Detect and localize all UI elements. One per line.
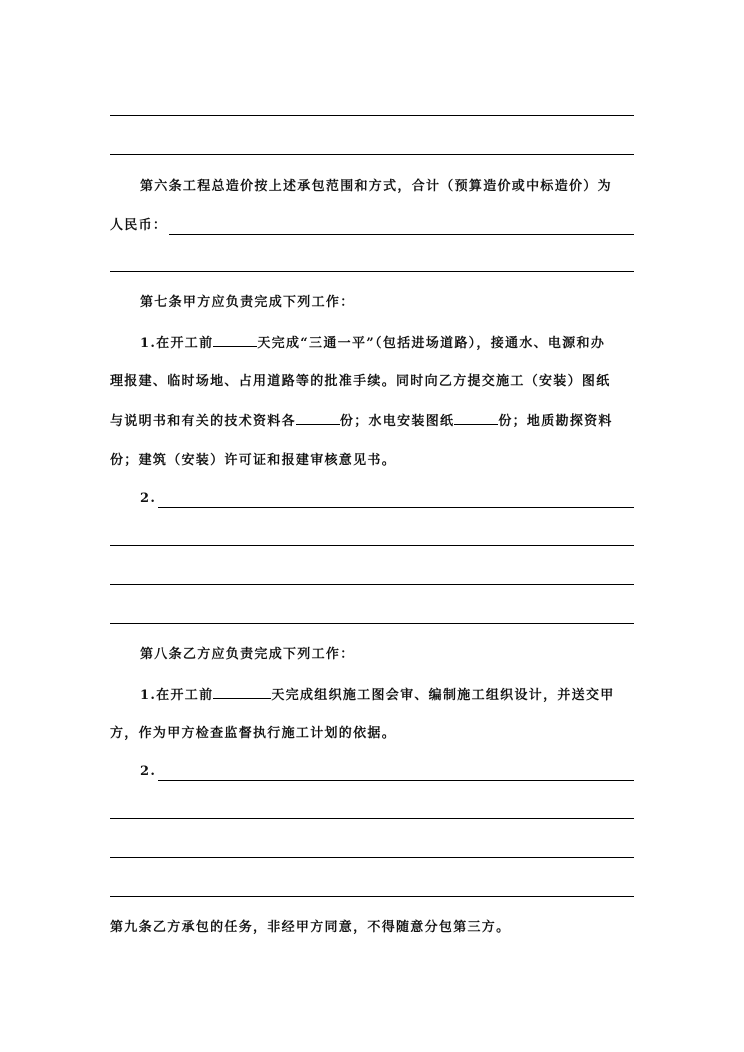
item-text: 份；地质勘探资料 [498,414,613,429]
item-text: 天完成“三通一平”（包括进场道路），接通水、电源和办 [257,336,606,351]
blank-rule [110,623,634,624]
article-8-heading: 第八条乙方应负责完成下列工作： [140,647,355,662]
article-7-heading: 第七条甲方应负责完成下列工作： [140,295,355,310]
blank-rule [110,154,634,155]
article-6-currency-label: 人民币： [110,218,168,233]
item-blank [158,495,634,508]
blank-rule [110,545,634,546]
item-number: 2. [140,491,157,506]
item-blank [158,768,634,781]
days-blank [213,686,271,699]
item-text: 天完成组织施工图会审、编制施工组织设计，并送交甲 [271,688,615,703]
article-7-item-1-line-3 [110,412,634,431]
article-7-item-1-line-2: 理报建、临时场地、占用道路等的批准手续。同时向乙方提交施工（安装）图纸 [110,374,611,389]
copies-blank [296,412,340,425]
article-8-item-2 [140,763,634,781]
blank-rule [110,271,634,272]
article-7-item-1-line-1 [140,334,634,353]
item-number: 2. [140,764,157,779]
article-8-item-1-line-1 [140,686,634,705]
copies-blank [454,412,498,425]
item-text: 1.在开工前 [140,688,214,703]
article-8-item-1-line-2: 方，作为甲方检查监督执行施工计划的依据。 [110,726,397,741]
blank-rule [110,857,634,858]
article-6-line-1: 第六条工程总造价按上述承包范围和方式，合计（预算造价或中标造价）为 [140,179,612,194]
article-7-item-2 [140,490,634,508]
item-text: 份；水电安装图纸 [339,414,455,429]
blank-rule [110,896,634,897]
blank-rule [110,115,634,116]
article-7-item-1-line-4: 份；建筑（安装）许可证和报建审核意见书。 [110,453,397,468]
amount-blank [169,222,634,235]
days-blank [213,334,257,347]
article-9-text: 第九条乙方承包的任务，非经甲方同意，不得随意分包第三方。 [110,920,511,935]
item-text: 1.在开工前 [140,336,214,351]
article-6-line-2 [110,217,634,235]
blank-rule [110,584,634,585]
blank-rule [110,818,634,819]
item-text: 与说明书和有关的技术资料各 [110,414,296,429]
